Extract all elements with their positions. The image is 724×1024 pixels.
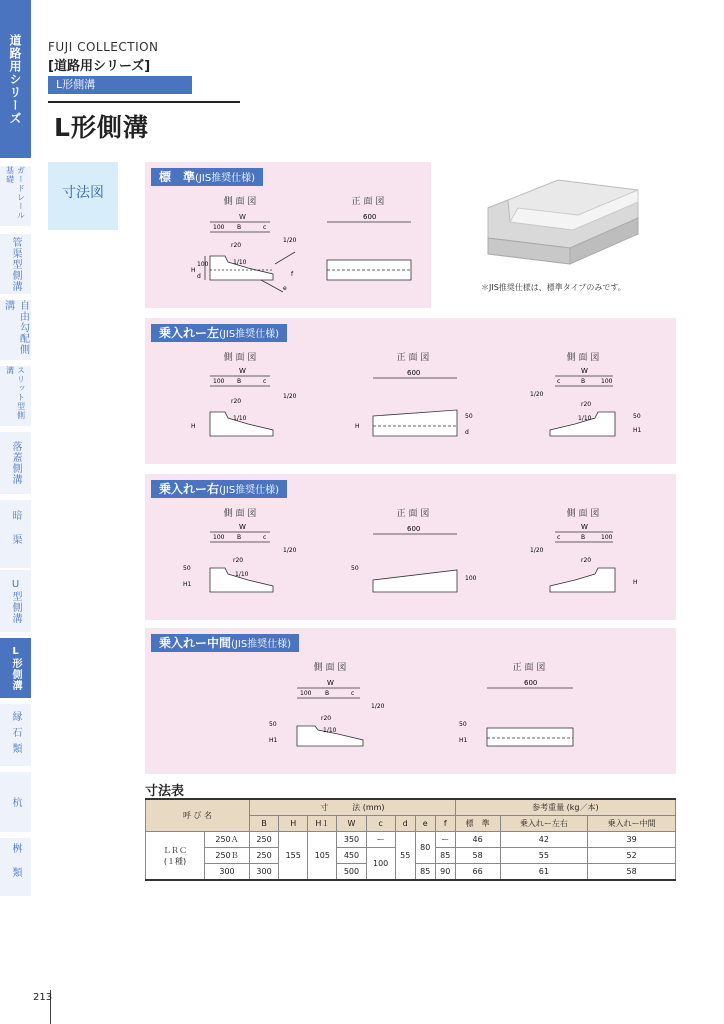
sidebar-tab-slope-gutter[interactable]: 自由勾配側溝 <box>0 300 31 360</box>
cell: 55 <box>500 848 588 864</box>
sidebar-tab-culvert[interactable]: 暗渠 <box>0 500 31 568</box>
brand-label: FUJI COLLECTION <box>48 40 159 54</box>
col-c: c <box>366 816 395 832</box>
left-dim-c: c <box>263 378 267 385</box>
right-dim-100-2: 100 <box>601 534 613 541</box>
left-dim-H-front: H <box>355 423 360 430</box>
left-front-view-label: 正 面 図 <box>396 353 430 363</box>
middle-dim-H1: H1 <box>269 737 278 744</box>
middle-dim-H1-front: H1 <box>459 737 468 744</box>
left-dim-W-2: W <box>581 367 588 375</box>
dim-f: f <box>291 271 294 278</box>
middle-side-view-label: 側 面 図 <box>313 663 347 673</box>
dim-B: B <box>237 224 242 231</box>
category-badge: L形側溝 <box>48 76 192 94</box>
dim-e: e <box>283 285 287 292</box>
right-dim-B: B <box>237 534 242 541</box>
right-dim-50: 50 <box>183 565 191 572</box>
col-dim-header: 寸 法 (mm) <box>250 799 456 816</box>
cell: 350 <box>337 832 366 848</box>
col-weight-std: 標 準 <box>455 816 500 832</box>
middle-dim-100: 100 <box>300 690 312 697</box>
sidebar-tab-curb[interactable]: 縁石類 <box>0 704 31 766</box>
cell: 100 <box>366 848 395 881</box>
right-dim-H1: H1 <box>183 581 192 588</box>
header-divider <box>48 101 240 103</box>
left-dim-slope-10-2: 1/10 <box>578 415 592 422</box>
section-label: 寸法図 <box>48 162 118 230</box>
cell: 85 <box>435 848 455 864</box>
cell: 300 <box>250 864 279 881</box>
panel-standard-title: 標 準(JIS推奨仕様) <box>151 168 263 186</box>
dim-100-v: 100 <box>197 261 209 268</box>
col-weight-header: 参考重量 (kg／本) <box>455 799 675 816</box>
sidebar-tab-cover-gutter[interactable]: 落蓋側溝 <box>0 432 31 494</box>
sidebar-tab-pile[interactable]: 杭 <box>0 772 31 832</box>
dim-slope-10: 1/10 <box>233 259 247 266</box>
middle-dim-600: 600 <box>524 679 538 687</box>
row-group: ＬＲＣ (１種) <box>146 832 205 881</box>
cell: ー <box>435 832 455 848</box>
left-dim-d: d <box>465 429 469 436</box>
col-name-header: 呼 び 名 <box>146 799 250 832</box>
cell: 42 <box>500 832 588 848</box>
left-dim-slope-20-2: 1/20 <box>530 391 544 398</box>
cell: 58 <box>455 848 500 864</box>
cell: 55 <box>395 832 415 881</box>
dim-H: H <box>191 267 196 274</box>
left-side-view-label: 側 面 図 <box>223 353 257 363</box>
left-dim-r20: r20 <box>231 398 242 405</box>
left-dim-c-2: c <box>557 378 561 385</box>
product-photo <box>478 160 648 275</box>
panel-right-title: 乗入れー右(JIS推奨仕様) <box>151 480 287 498</box>
right-dim-W: W <box>239 523 246 531</box>
col-H: H <box>279 816 308 832</box>
dim-r20: r20 <box>231 242 242 249</box>
left-side-view-label-2: 側 面 図 <box>566 353 600 363</box>
left-dim-B-2: B <box>581 378 586 385</box>
col-weight-lr: 乗入れー左右 <box>500 816 588 832</box>
left-dim-H: H <box>191 423 196 430</box>
right-dim-W-2: W <box>581 523 588 531</box>
left-dim-r20-2: r20 <box>581 401 592 408</box>
sidebar-tab-l-gutter[interactable]: L形側溝 <box>0 638 31 698</box>
table-title: 寸法表 <box>145 784 185 799</box>
right-dim-slope-20: 1/20 <box>283 547 297 554</box>
col-W: W <box>337 816 366 832</box>
jis-note: ＊JIS推奨仕様は、標準タイプのみです。 <box>481 283 626 292</box>
cell: 46 <box>455 832 500 848</box>
right-side-view-label-2: 側 面 図 <box>566 509 600 519</box>
middle-front-view-label: 正 面 図 <box>512 663 546 673</box>
middle-dim-50: 50 <box>269 721 277 728</box>
right-dim-H-2: H <box>633 579 638 586</box>
cell: 61 <box>500 864 588 881</box>
series-label: [道路用シリーズ] <box>48 59 151 74</box>
sidebar-tab-guardrail[interactable]: ガードレール基礎 <box>0 166 31 226</box>
middle-dim-r20: r20 <box>321 715 332 722</box>
right-dim-100-front: 100 <box>465 575 477 582</box>
left-dim-50-2: 50 <box>633 413 641 420</box>
right-front-view-label: 正 面 図 <box>396 509 430 519</box>
left-dim-H1: H1 <box>633 427 642 434</box>
middle-drawing <box>145 628 676 774</box>
right-dim-600: 600 <box>407 525 421 533</box>
cell: ー <box>366 832 395 848</box>
col-H1: H１ <box>308 816 337 832</box>
right-dim-c-2: c <box>557 534 561 541</box>
panel-left-title: 乗入れー左(JIS推奨仕様) <box>151 324 287 342</box>
col-f: f <box>435 816 455 832</box>
cell: 500 <box>337 864 366 881</box>
front-view-label: 正 面 図 <box>351 197 385 207</box>
cell: 80 <box>415 832 435 864</box>
right-drawing <box>145 474 676 620</box>
dim-100: 100 <box>213 224 225 231</box>
cell: 105 <box>308 832 337 881</box>
sidebar-tab-slit-gutter[interactable]: スリット型側溝 <box>0 366 31 426</box>
left-dim-50: 50 <box>465 413 473 420</box>
right-dim-50-front: 50 <box>351 565 359 572</box>
middle-dim-slope-20: 1/20 <box>371 703 385 710</box>
right-dim-r20-2: r20 <box>581 557 592 564</box>
col-e: e <box>415 816 435 832</box>
cell: 39 <box>588 832 676 848</box>
left-dim-B: B <box>237 378 242 385</box>
right-dim-c: c <box>263 534 267 541</box>
cell: 450 <box>337 848 366 864</box>
left-dim-100-2: 100 <box>601 378 613 385</box>
side-view-label: 側 面 図 <box>223 197 257 207</box>
panel-middle <box>145 628 676 774</box>
left-drawing <box>145 318 676 464</box>
cell: 66 <box>455 864 500 881</box>
right-dim-slope-20-2: 1/20 <box>530 547 544 554</box>
dim-slope-20: 1/20 <box>283 237 297 244</box>
table-row <box>146 832 676 848</box>
right-dim-B-2: B <box>581 534 586 541</box>
panel-standard <box>145 162 431 308</box>
standard-drawing <box>145 162 431 308</box>
panel-middle-title: 乗入れー中間(JIS推奨仕様) <box>151 634 299 652</box>
col-B: B <box>250 816 279 832</box>
left-dim-slope-10: 1/10 <box>233 415 247 422</box>
middle-dim-W: W <box>327 679 334 687</box>
right-dim-slope-10: 1/10 <box>235 571 249 578</box>
dim-c: c <box>263 224 267 231</box>
right-dim-r20: r20 <box>233 557 244 564</box>
dim-600: 600 <box>363 213 377 221</box>
row-name: 250Ｂ <box>205 848 250 864</box>
dim-W: W <box>239 213 246 221</box>
middle-dim-50-front: 50 <box>459 721 467 728</box>
cell: 250 <box>250 832 279 848</box>
middle-dim-c: c <box>351 690 355 697</box>
col-d: d <box>395 816 415 832</box>
left-dim-slope-20: 1/20 <box>283 393 297 400</box>
right-dim-100: 100 <box>213 534 225 541</box>
cell: 90 <box>435 864 455 881</box>
dimension-table <box>145 798 676 881</box>
left-dim-W: W <box>239 367 246 375</box>
row-name: 250Ａ <box>205 832 250 848</box>
cell: 58 <box>588 864 676 881</box>
middle-dim-B: B <box>325 690 330 697</box>
cell: 85 <box>415 864 435 881</box>
left-dim-100: 100 <box>213 378 225 385</box>
right-side-view-label: 側 面 図 <box>223 509 257 519</box>
middle-dim-slope-10: 1/10 <box>323 727 337 734</box>
panel-right <box>145 474 676 620</box>
panel-left <box>145 318 676 464</box>
row-name: 300 <box>205 864 250 881</box>
sidebar-tab-pipe-gutter[interactable]: 管渠型側溝 <box>0 234 31 294</box>
cell: 250 <box>250 848 279 864</box>
col-weight-mid: 乗入れー中間 <box>588 816 676 832</box>
left-dim-600: 600 <box>407 369 421 377</box>
cell: 52 <box>588 848 676 864</box>
page-number: 213 <box>33 992 53 1003</box>
dim-d: d <box>197 273 201 280</box>
sidebar-tab-basin[interactable]: 桝類 <box>0 838 31 896</box>
sidebar-tab-road-series[interactable]: 道路用シリーズ <box>0 0 31 158</box>
page-title: L形側溝 <box>54 113 149 142</box>
cell: 155 <box>279 832 308 881</box>
sidebar-tab-u-gutter[interactable]: U型側溝 <box>0 570 31 632</box>
